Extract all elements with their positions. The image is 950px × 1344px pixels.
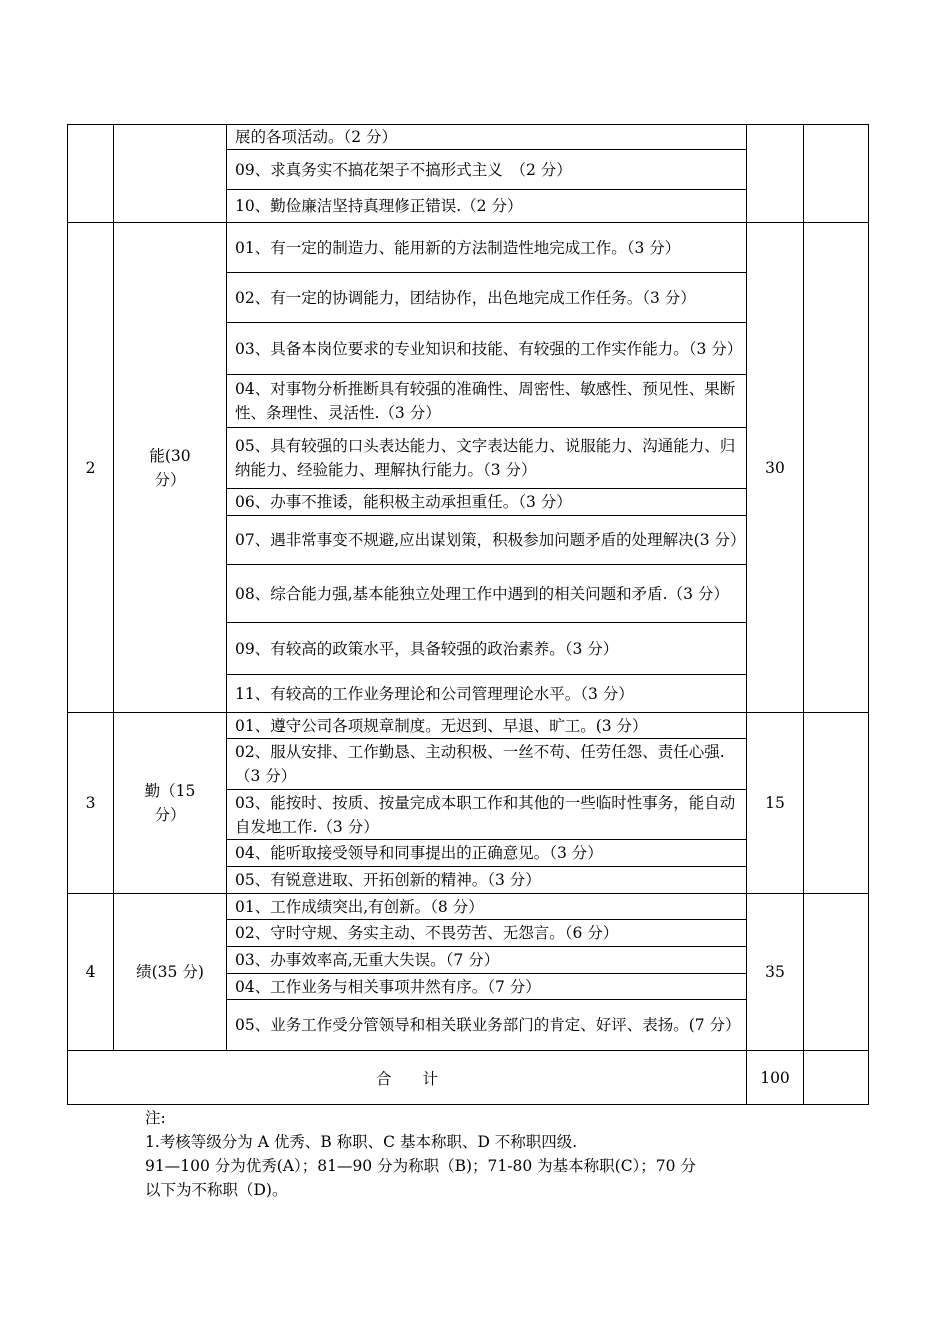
evaluation-table <box>67 124 869 1105</box>
section-num: 2 <box>68 223 114 713</box>
section-score-cell <box>747 125 804 223</box>
table-row <box>68 713 869 739</box>
criterion-item: 04、工作业务与相关事项井然有序。（7 分） <box>227 974 747 1000</box>
criterion-item: 03、能按时、按质、按量完成本职工作和其他的一些临时性事务，能自动自发地工作.（3 分） <box>227 790 747 840</box>
section-score: 30 <box>747 223 804 713</box>
criterion-item: 11、有较高的工作业务理论和公司管理理论水平。（3 分） <box>227 675 747 713</box>
criterion-item: 04、能听取接受领导和同事提出的正确意见。（3 分） <box>227 840 747 867</box>
rating-cell <box>804 1051 869 1105</box>
criterion-item: 02、服从安排、工作勤恳、主动积极、一丝不苟、任劳任怨、责任心强.（3 分） <box>227 739 747 790</box>
criterion-item: 08、综合能力强,基本能独立处理工作中遇到的相关问题和矛盾.（3 分） <box>227 565 747 623</box>
section-num: 3 <box>68 713 114 894</box>
section-category: 绩(35 分) <box>114 894 227 1051</box>
criterion-item: 展的各项活动。（2 分） <box>227 125 747 150</box>
rating-cell <box>804 223 869 713</box>
table-row <box>68 894 869 920</box>
criterion-item: 06、办事不推诿，能积极主动承担重任。（3 分） <box>227 489 747 516</box>
criterion-item: 02、守时守规、务实主动、不畏劳苦、无怨言。（6 分） <box>227 920 747 947</box>
section-category-cell <box>114 125 227 223</box>
notes-line: 91—100 分为优秀(A）；81—90 分为称职（B)；71-80 为基本称职(C）；70 分 <box>145 1157 696 1175</box>
section-num: 4 <box>68 894 114 1051</box>
criterion-item: 03、办事效率高,无重大失误。（7 分） <box>227 947 747 974</box>
criterion-item: 01、工作成绩突出,有创新。（8 分） <box>227 894 747 920</box>
section-category: 勤（15分） <box>114 713 227 894</box>
criterion-item: 09、求真务实不搞花架子不搞形式主义 （2 分） <box>227 150 747 190</box>
total-row <box>68 1051 869 1105</box>
notes-block <box>145 1106 835 1202</box>
criterion-item: 10、勤俭廉洁坚持真理修正错误.（2 分） <box>227 190 747 223</box>
section-score: 35 <box>747 894 804 1051</box>
rating-cell <box>804 713 869 894</box>
rating-cell <box>804 894 869 1051</box>
criterion-item: 04、对事物分析推断具有较强的准确性、周密性、敏感性、预见性、果断性、条理性、灵活性.（3 分） <box>227 375 747 428</box>
criterion-item: 02、有一定的协调能力，团结协作，出色地完成工作任务。（3 分） <box>227 273 747 323</box>
criterion-item: 07、遇非常事变不规避,应出谋划策，积极参加问题矛盾的处理解决(3 分） <box>227 516 747 565</box>
table-row <box>68 223 869 273</box>
table-row <box>68 125 869 150</box>
criterion-item: 05、有锐意进取、开拓创新的精神。（3 分） <box>227 867 747 894</box>
criterion-item: 05、业务工作受分管领导和相关联业务部门的肯定、好评、表扬。(7 分） <box>227 1000 747 1051</box>
criterion-item: 09、有较高的政策水平，具备较强的政治素养。（3 分） <box>227 623 747 675</box>
section-num-cell <box>68 125 114 223</box>
section-category: 能(30分） <box>114 223 227 713</box>
notes-line: 1.考核等级分为 A 优秀、B 称职、C 基本称职、D 不称职四级. <box>145 1133 578 1151</box>
criterion-item: 03、具备本岗位要求的专业知识和技能、有较强的工作实作能力。（3 分） <box>227 323 747 375</box>
total-score: 100 <box>747 1051 804 1105</box>
notes-title: 注: <box>145 1109 166 1127</box>
criterion-item: 01、有一定的制造力、能用新的方法制造性地完成工作。（3 分） <box>227 223 747 273</box>
criterion-item: 01、遵守公司各项规章制度。无迟到、早退、旷工。(3 分） <box>227 713 747 739</box>
section-score: 15 <box>747 713 804 894</box>
rating-cell <box>804 125 869 223</box>
total-label: 合 计 <box>68 1051 747 1105</box>
criterion-item: 05、具有较强的口头表达能力、文字表达能力、说服能力、沟通能力、归纳能力、经验能力、理解执行能力。（3 分） <box>227 428 747 489</box>
notes-line: 以下为不称职（D)。 <box>145 1181 288 1199</box>
